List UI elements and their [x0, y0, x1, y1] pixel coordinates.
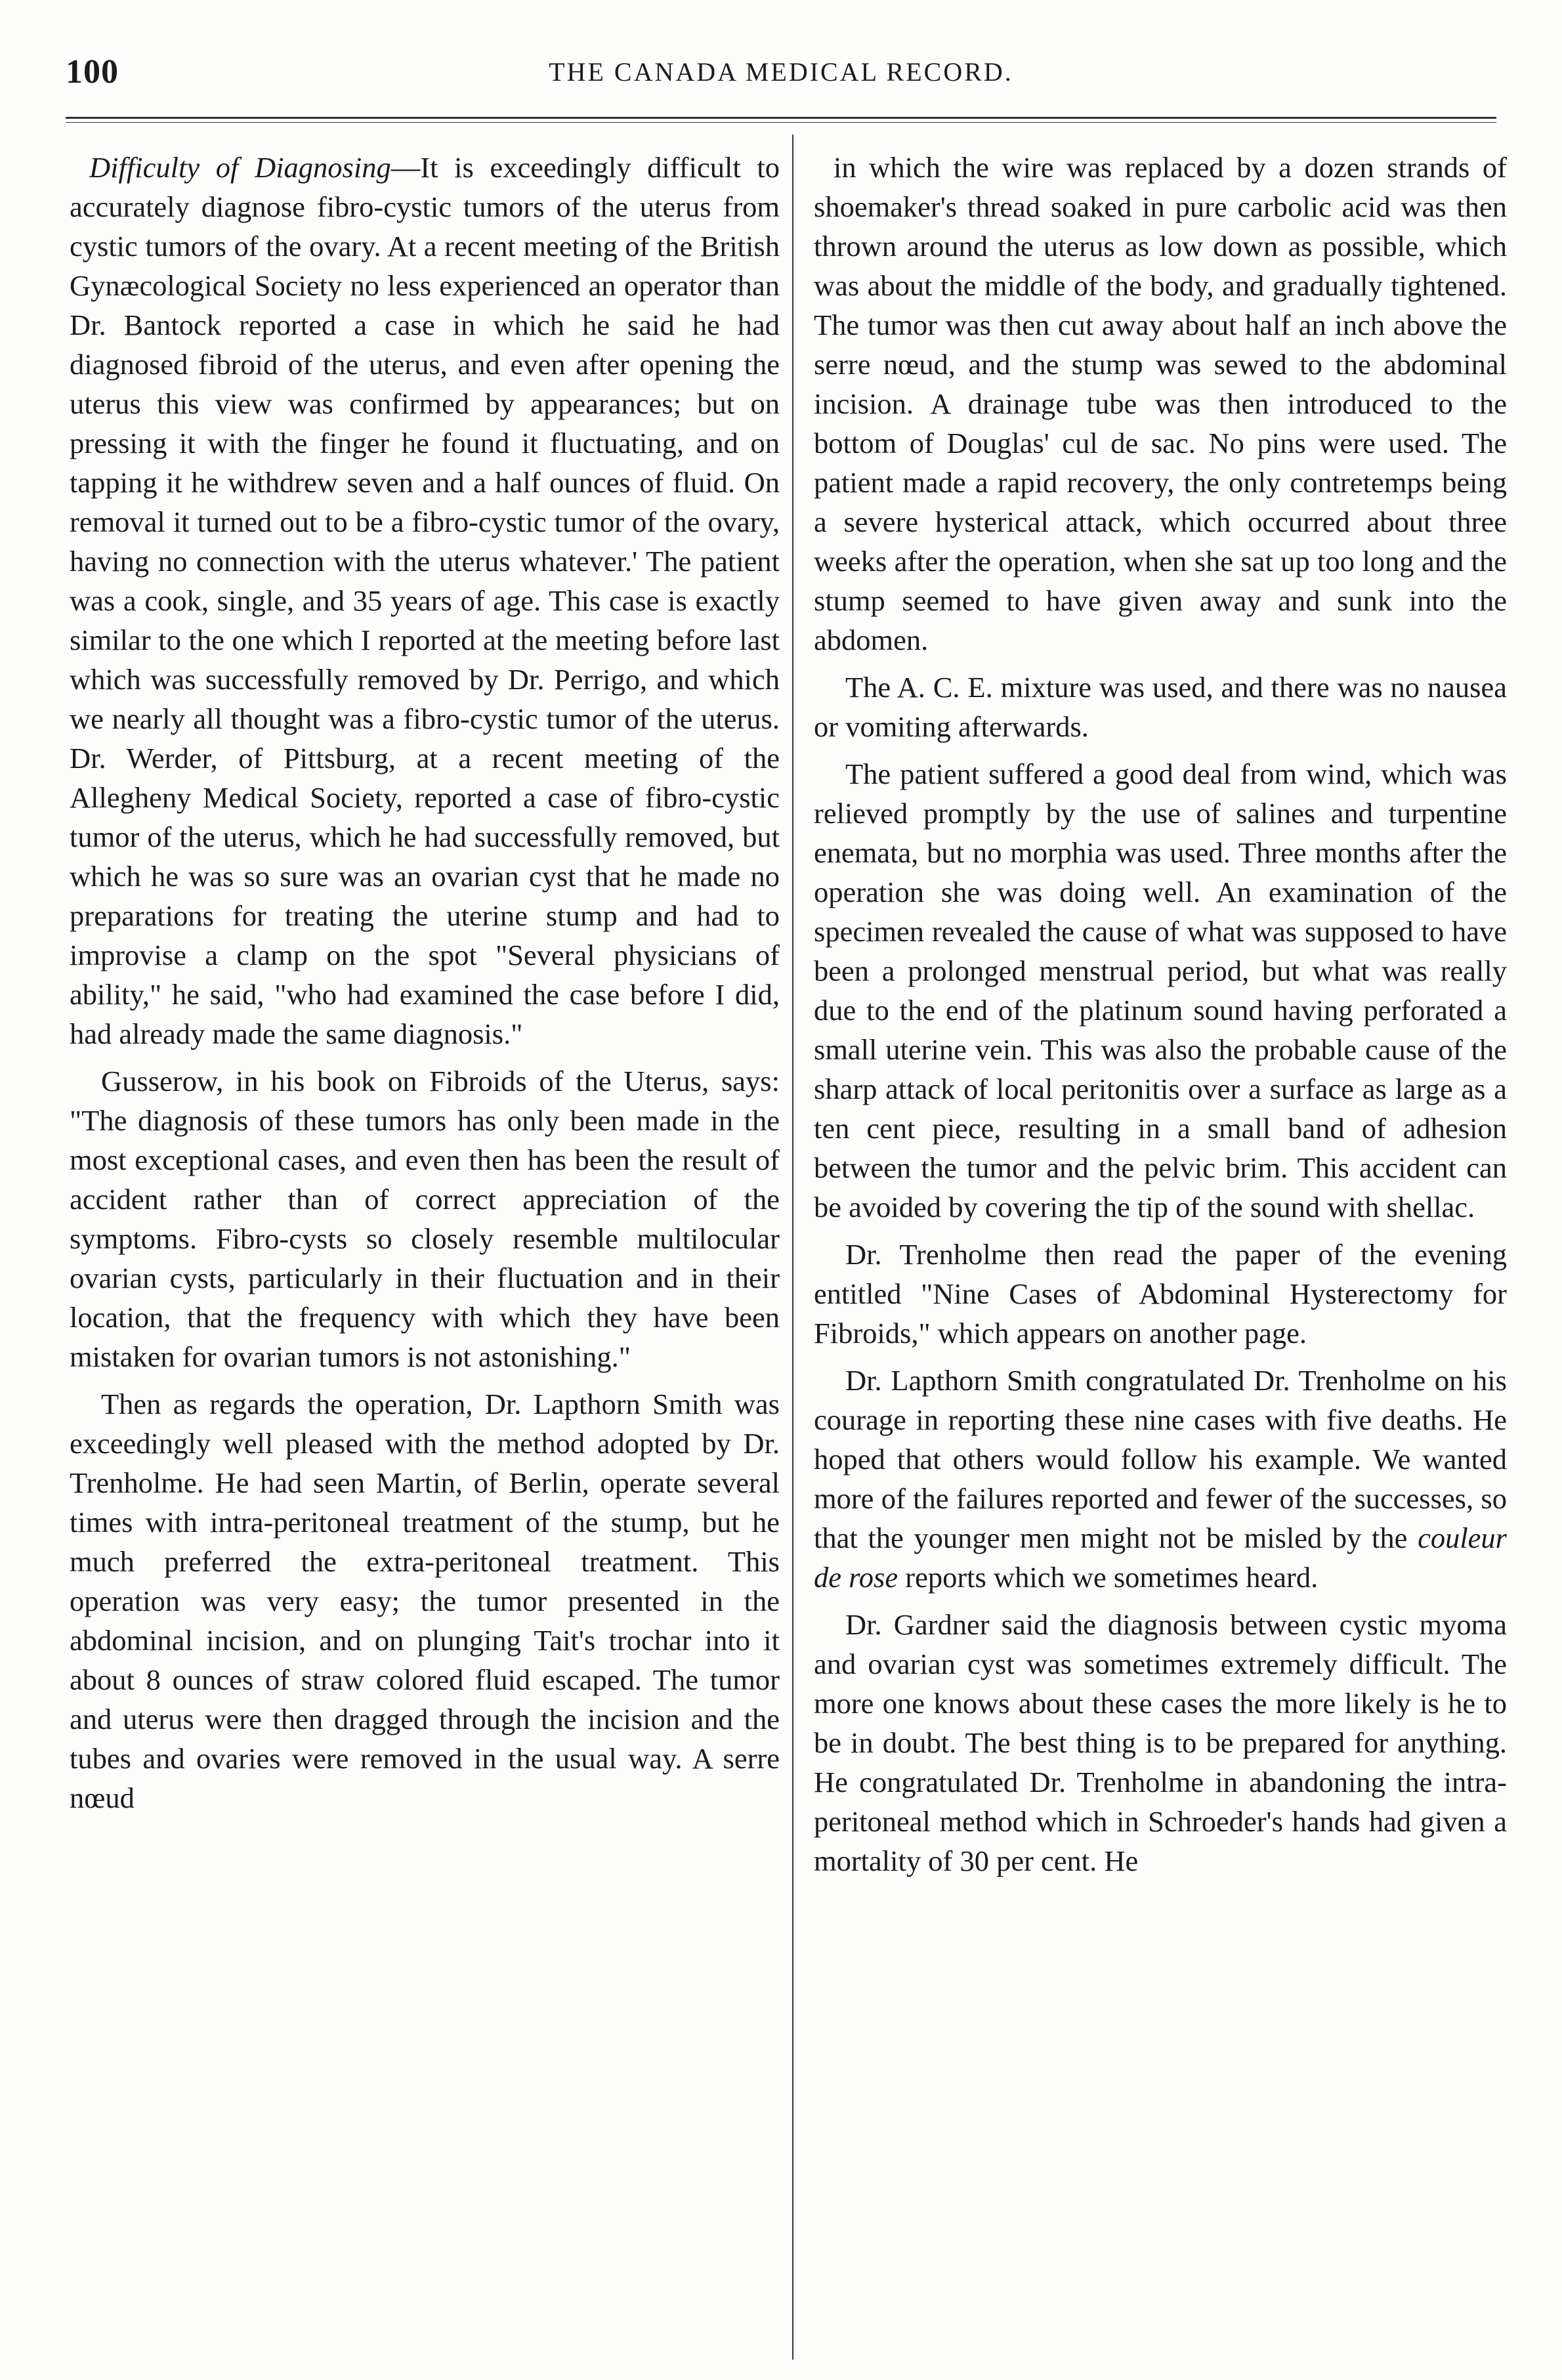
paragraph-text: —It is exceedingly difficult to accurately diagnose fibro-cystic tumors of the uterus from cystic tumors of the ovary. At a recent meeting of the British Gynæcological Society no less experienced an operator than Dr. Bantock reported a case in which he said he had diagnosed fibroid of the uterus, and even after opening the uterus this view was confirmed by appearances; but on pressing it with the finger he found it fluctuating, and on tapping it he withdrew seven and a half ounces of fluid. On removal it turned out to be a fibro-cystic tumor of the ovary, having no connection with the uterus whatever.' The patient was a cook, single, and 35 years of age. This case is exactly similar to the one which I reported at the meeting before last which was successfully removed by Dr. Perrigo, and which we nearly all thought was a fibro-cystic tumor of the uterus. Dr. Werder, of Pittsburg, at a recent meeting of the Allegheny Medical Society, reported a case of fibro-cystic tumor of the uterus, which he had successfully removed, but which he was so sure was an ovarian cyst that he made no preparations for treating the uterine stump and had to improvise a clamp on the spot "Several physicians of ability," he said, "who had examined the case before I did, had already made the same diagnosis." — [70, 151, 780, 1050]
right-column — [814, 148, 1507, 1888]
paragraph-gusserow-quote: Gusserow, in his book on Fibroids of the Uterus, says: "The diagnosis of these tumors has only been made in the most exceptional cases, and even then has been the result of accident rather than of correct appreciation of the symptoms. Fibro-cysts so closely resemble multilocular ovarian cysts, particularly in their fluctuation and in their location, that the frequency with which they have been mistaken for ovarian tumors is not astonishing." — [70, 1065, 780, 1373]
journal-title: THE CANADA MEDICAL RECORD. — [549, 57, 1013, 87]
paragraph-operation-method: Then as regards the operation, Dr. Lapthorn Smith was exceedingly well pleased with the method adopted by Dr. Trenholme. He had seen Martin, of Berlin, operate several times with intra-peritoneal treatment of the stump, but he much preferred the extra-peritoneal treatment. This operation was very easy; the tumor presented in the abdominal incision, and on plunging Tait's trochar into it about 8 ounces of straw colored fluid escaped. The tumor and uterus were then dragged through the incision and the tubes and ovaries were removed in the usual way. A serre nœud — [70, 1388, 780, 1814]
column-divider — [792, 135, 793, 2360]
paragraph-text-before: Dr. Lapthorn Smith congratulated Dr. Trenholme on his courage in reporting these nine cases with five deaths. He hoped that others would follow his example. We wanted more of the failures reported and fewer of the successes, so that the younger men might not be misled by the — [814, 1364, 1507, 1554]
paragraph-trenholme-paper: Dr. Trenholme then read the paper of the evening entitled "Nine Cases of Abdominal Hysterectomy for Fibroids," which appears on another page. — [814, 1238, 1507, 1349]
page-number: 100 — [66, 53, 119, 91]
paragraph-text-after: reports which we sometimes heard. — [898, 1561, 1319, 1594]
paragraph-lapthorn-smith-comment — [814, 1361, 1507, 1597]
paragraph-ace-mixture: The A. C. E. mixture was used, and there was no nausea or vomiting afterwards. — [814, 671, 1507, 743]
header-rule-thick — [66, 117, 1496, 119]
italic-phrase: couleur de rose — [814, 1521, 1507, 1594]
page-header — [66, 53, 1496, 92]
paragraph-recovery-specimen: The patient suffered a good deal from wind, which was relieved promptly by the use of salines and turpentine enemata, but no morphia was used. Three months after the operation she was doing well. An examination of the specimen revealed the cause of what was supposed to have been a prolonged menstrual period, but what was really due to the end of the platinum sound having perforated a small uterine vein. This was also the probable cause of the sharp attack of local peritonitis over a surface as large as a ten cent piece, resulting in a small band of adhesion between the tumor and the pelvic brim. This accident can be avoided by covering the tip of the sound with shellac. — [814, 757, 1507, 1223]
paragraph-difficulty-of-diagnosing — [70, 148, 780, 1053]
left-column — [70, 148, 780, 1825]
paragraph-serre-noeud-continued: in which the wire was replaced by a dozen strands of shoemaker's thread soaked in pure carbolic acid was then thrown around the uterus as low down as possible, which was about the middle of the body, and gradually tightened. The tumor was then cut away about half an inch above the serre nœud, and the stump was sewed to the abdominal incision. A drainage tube was then introduced to the bottom of Douglas' cul de sac. No pins were used. The patient made a rapid recovery, the only contretemps being a severe hysterical attack, which occurred about three weeks after the operation, when she sat up too long and the stump seemed to have given away and sunk into the abdomen. — [814, 151, 1507, 656]
header-rule-thin — [66, 122, 1496, 123]
section-heading-italic: Difficulty of Diagnosing — [89, 151, 391, 184]
paragraph-gardner-comment: Dr. Gardner said the diagnosis between cystic myoma and ovarian cyst was sometimes extremely difficult. The more one knows about these cases the more likely is he to be in doubt. The best thing is to be prepared for anything. He congratulated Dr. Trenholme in abandoning the intra-peritoneal method which in Schroeder's hands had given a mortality of 30 per cent. He — [814, 1608, 1507, 1877]
